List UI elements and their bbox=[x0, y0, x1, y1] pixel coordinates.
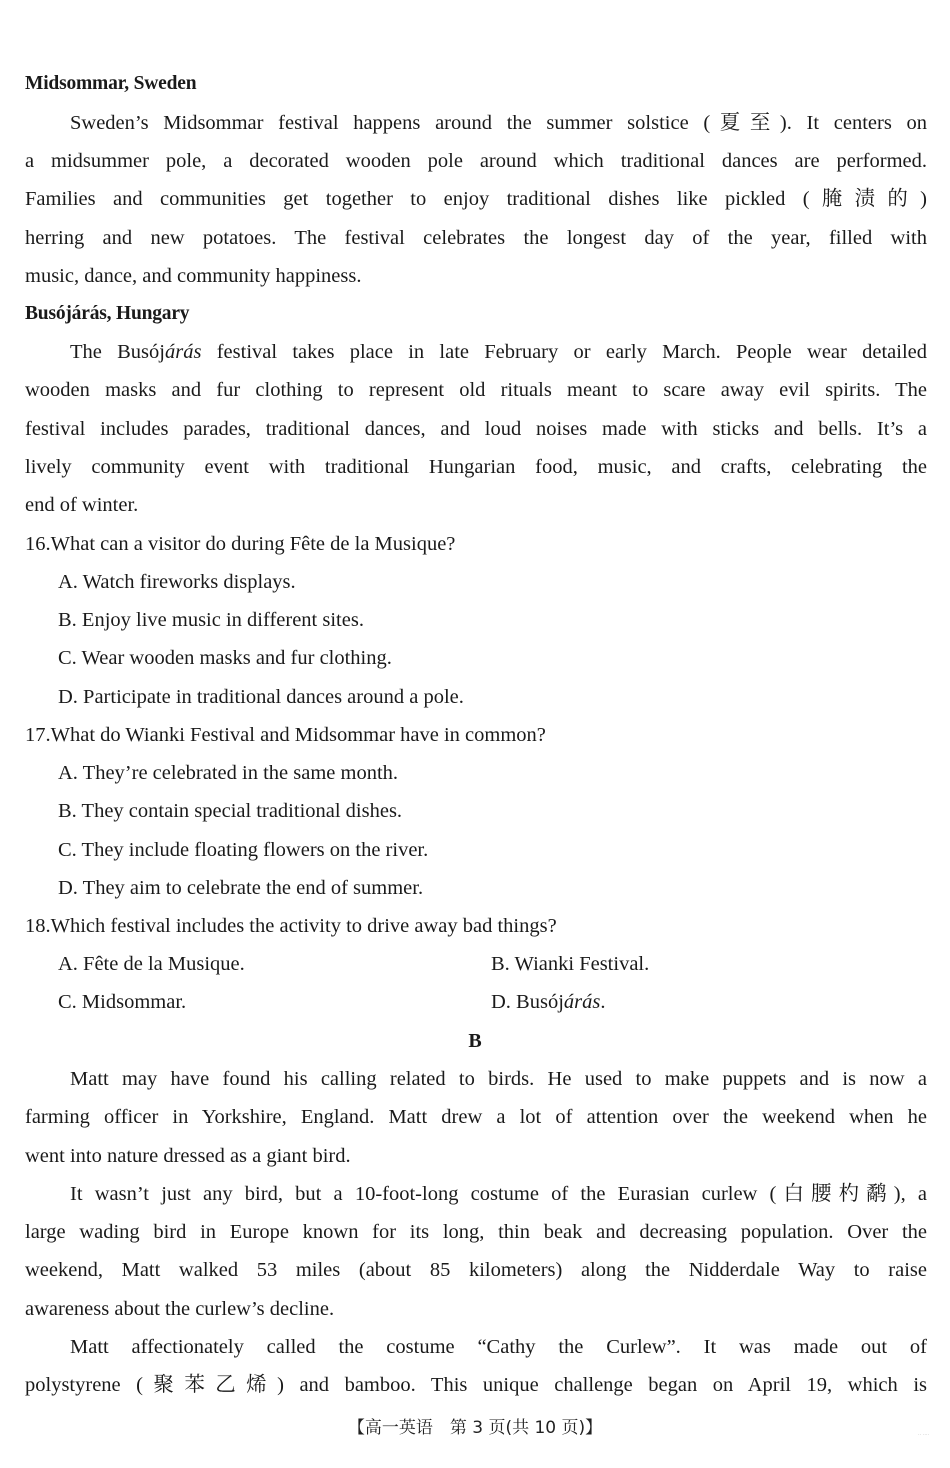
option-18-a: A. Fête de la Musique. bbox=[58, 953, 245, 975]
paragraph-line: polystyrene (聚苯乙烯) and bamboo. This unique challenge began on April 19, which is bbox=[25, 1374, 927, 1396]
option-16-a: A. Watch fireworks displays. bbox=[58, 571, 296, 593]
question-number: 18. bbox=[25, 915, 51, 937]
option-17-d: D. They aim to celebrate the end of summer. bbox=[58, 877, 424, 899]
paragraph-line: herring and new potatoes. The festival celebrates the longest day of the year, filled with bbox=[25, 227, 927, 249]
text-run: . bbox=[600, 991, 606, 1013]
option-16-c: C. Wear wooden masks and fur clothing. bbox=[58, 647, 392, 669]
page-footer: 【高一英语 第 3 页(共 10 页)】 bbox=[347, 1418, 603, 1438]
question-number: 16. bbox=[25, 533, 51, 555]
paragraph-line: music, dance, and community happiness. bbox=[25, 265, 362, 287]
section-label-b: B bbox=[468, 1030, 482, 1052]
question-18-stem bbox=[25, 911, 927, 941]
text-run: D. Busój bbox=[491, 991, 564, 1013]
question-17-stem bbox=[25, 720, 927, 750]
paragraph-line: Families and communities get together to enjoy traditional dishes like pickled (腌渍的) bbox=[25, 188, 927, 210]
paragraph-line: went into nature dressed as a giant bird. bbox=[25, 1145, 351, 1167]
text-run: festival takes place in late February or early March. People wear detailed bbox=[201, 341, 928, 363]
paragraph-line: weekend, Matt walked 53 miles (about 85 kilometers) along the Nidderdale Way to raise bbox=[25, 1259, 927, 1281]
paragraph-line: Matt may have found his calling related to birds. He used to make puppets and is now a bbox=[70, 1068, 927, 1090]
paragraph-line: large wading bird in Europe known for its long, thin beak and decreasing population. Over the bbox=[25, 1221, 927, 1243]
corner-mark: ·· ···· bbox=[918, 1432, 930, 1438]
option-16-d: D. Participate in traditional dances around a pole. bbox=[58, 686, 464, 708]
paragraph-line: awareness about the curlew’s decline. bbox=[25, 1298, 335, 1320]
option-17-b: B. They contain special traditional dishes. bbox=[58, 800, 403, 822]
option-18-b: B. Wianki Festival. bbox=[491, 953, 650, 975]
paragraph-line: Sweden’s Midsommar festival happens around the summer solstice (夏至). It centers on bbox=[70, 112, 927, 134]
paragraph-line: Matt affectionately called the costume “Cathy the Curlew”. It was made out of bbox=[70, 1336, 927, 1358]
italic-text-run: árás bbox=[563, 991, 601, 1013]
italic-text-run: árás bbox=[164, 341, 202, 363]
question-number: 17. bbox=[25, 724, 51, 746]
question-16-stem bbox=[25, 529, 927, 559]
option-17-c: C. They include floating flowers on the river. bbox=[58, 839, 429, 861]
paragraph-line bbox=[70, 337, 927, 367]
option-18-c: C. Midsommar. bbox=[58, 991, 187, 1013]
paragraph-line: wooden masks and fur clothing to represent old rituals meant to scare away evil spirits. The bbox=[25, 379, 927, 401]
section-heading-midsommar: Midsommar, Sweden bbox=[25, 73, 197, 94]
paragraph-line: a midsummer pole, a decorated wooden pole around which traditional dances are performed. bbox=[25, 150, 927, 172]
question-text: What do Wianki Festival and Midsommar have in common? bbox=[50, 724, 546, 746]
option-17-a: A. They’re celebrated in the same month. bbox=[58, 762, 399, 784]
question-text: Which festival includes the activity to drive away bad things? bbox=[50, 915, 557, 937]
paragraph-line: end of winter. bbox=[25, 494, 139, 516]
paragraph-line: festival includes parades, traditional dances, and loud noises made with sticks and bells. It’s a bbox=[25, 418, 927, 440]
question-text: What can a visitor do during Fête de la Musique? bbox=[50, 533, 456, 555]
option-16-b: B. Enjoy live music in different sites. bbox=[58, 609, 364, 631]
option-18-d bbox=[491, 987, 606, 1017]
paragraph-line: farming officer in Yorkshire, England. Matt drew a lot of attention over the weekend when he bbox=[25, 1106, 927, 1128]
paragraph-line: It wasn’t just any bird, but a 10-foot-long costume of the Eurasian curlew (白腰杓鹬), a bbox=[70, 1183, 927, 1205]
text-run: The Busój bbox=[70, 341, 165, 363]
paragraph-line: lively community event with traditional Hungarian food, music, and crafts, celebrating the bbox=[25, 456, 927, 478]
section-heading-busojaras: Busójárás, Hungary bbox=[25, 303, 190, 324]
